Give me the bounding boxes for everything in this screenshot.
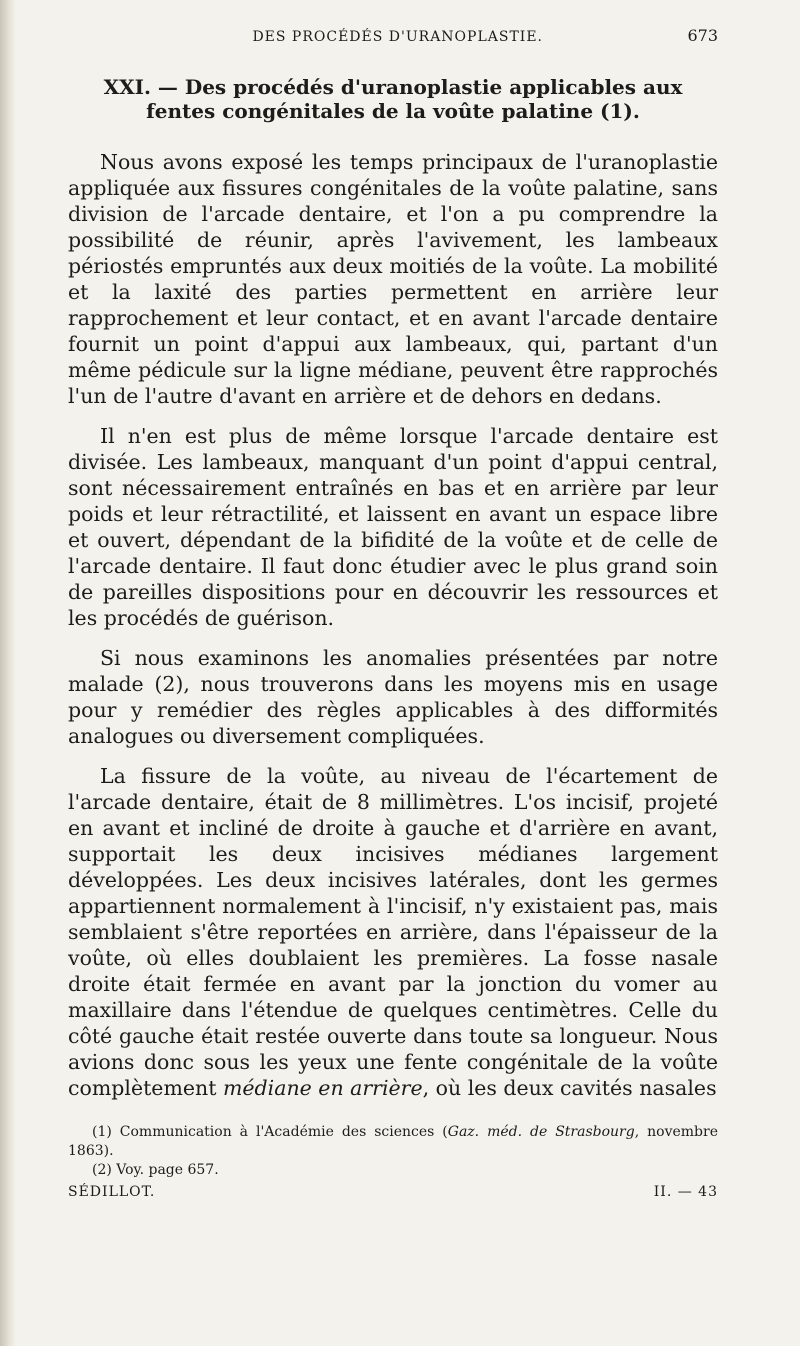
paragraph-4-emphasis: médiane en arrière <box>222 1076 423 1100</box>
running-title: DES PROCÉDÉS D'URANOPLASTIE. <box>252 29 543 45</box>
author-name: SÉDILLOT. <box>68 1184 156 1200</box>
paragraph-4 <box>68 763 718 1101</box>
section-title: XXI. — Des procédés d'uranoplastie applicables aux fentes congénitales de la voûte palatine (1). <box>103 75 683 123</box>
body-text <box>68 149 718 1101</box>
running-head <box>68 26 718 45</box>
paragraph-3: Si nous examinons les anomalies présentées par notre malade (2), nous trouverons dans les moyens mis en usage pour y remédier des règles applicables à des difformités analogues ou diversement compliquées. <box>68 646 718 748</box>
paragraph-1: Nous avons exposé les temps principaux de l'uranoplastie appliquée aux fissures congénitales de la voûte palatine, sans division de l'arcade dentaire, et l'on a pu comprendre la possibilité de réunir, après l'avivement, les lambeaux périostés empruntés aux deux moitiés de la voûte. La mobilité et la laxité des parties permettent en arrière leur rapprochement et leur contact, et en avant l'arcade dentaire fournit un point d'appui aux lambeaux, qui, partant d'un même pédicule sur la ligne médiane, peuvent être rapprochés l'un de l'autre d'avant en arrière et de dehors en dedans. <box>68 150 718 408</box>
page-number: 673 <box>687 26 718 45</box>
footnote-2: (2) Voy. page 657. <box>92 1162 219 1178</box>
footnote-1-journal: Gaz. méd. de Strasbourg <box>447 1124 635 1140</box>
paragraph-2: Il n'en est plus de même lorsque l'arcade dentaire est divisée. Les lambeaux, manquant d'un point d'appui central, sont nécessairement entraînés en bas et en arrière par leur poids et leur rétractilité, et laissent en avant un espace libre et ouvert, dépendant de la bifidité de la voûte et de celle de l'arcade dentaire. Il faut donc étudier avec le plus grand soin de pareilles dispositions pour en découvrir les ressources et les procédés de guérison. <box>68 424 718 630</box>
page-binding-edge <box>0 0 16 1346</box>
footnote-1 <box>68 1123 718 1161</box>
book-page <box>68 26 718 1200</box>
signature-mark: II. — 43 <box>653 1184 718 1200</box>
paragraph-4-text-b: , où les deux cavités nasales <box>422 1076 717 1100</box>
footnote-1-text-b: , novembre 1863). <box>68 1124 718 1159</box>
footnotes <box>68 1123 718 1180</box>
paragraph-4-text-a: La fissure de la voûte, au niveau de l'écartement de l'arcade dentaire, était de 8 millimètres. L'os incisif, projeté en avant et incliné de droite à gauche et d'arrière en avant, supportait les deux incisives médianes largement développées. Les deux incisives latérales, dont les germes appartiennent normalement à l'incisif, n'y existaient pas, mais semblaient s'être reportées en arrière, dans l'épaisseur de la voûte, où elles doublaient les premières. La fosse nasale droite était fermée en avant par la jonction du vomer au maxillaire dans l'étendue de quelques centimètres. Celle du côté gauche était restée ouverte dans toute sa longueur. Nous avions donc sous les yeux une fente congénitale de la voûte complètement <box>68 764 718 1100</box>
footnote-1-text-a: (1) Communication à l'Académie des sciences ( <box>92 1124 448 1140</box>
page-footer <box>68 1184 718 1200</box>
